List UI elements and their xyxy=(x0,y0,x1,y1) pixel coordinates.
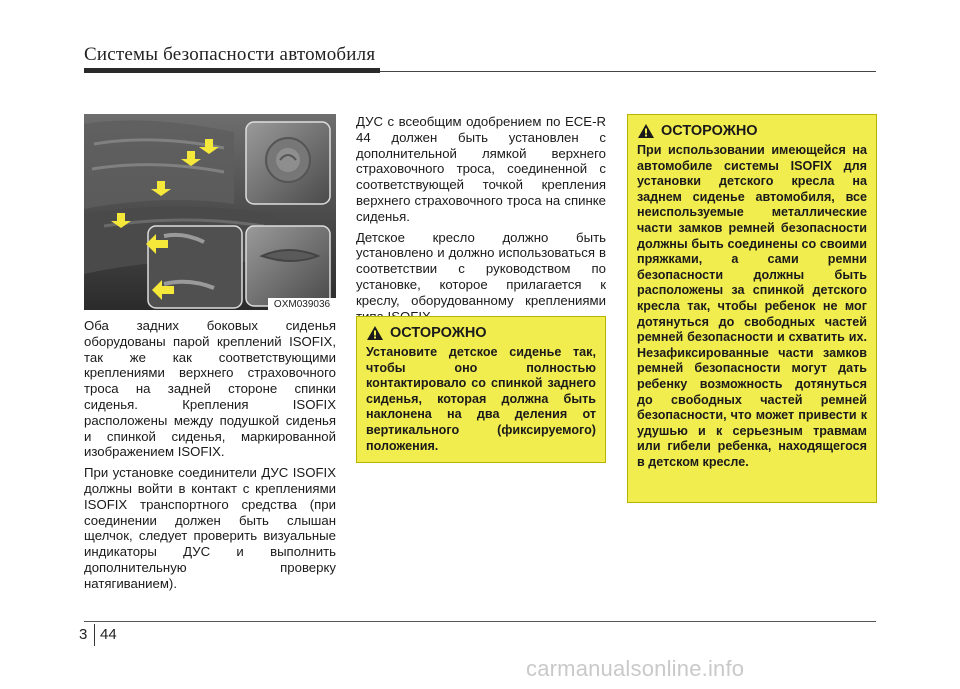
warning-box-seat-contact xyxy=(356,316,606,463)
warning-heading xyxy=(637,123,867,139)
page-number-separator xyxy=(94,624,95,646)
page-chapter-number: 3 xyxy=(79,626,88,643)
figure-caption: OXM039036 xyxy=(268,298,336,311)
body-column-middle xyxy=(356,114,606,329)
warning-body xyxy=(637,143,867,470)
header-bar-thick xyxy=(84,68,380,73)
page-number: 44 xyxy=(100,626,117,643)
warning-title: ОСТОРОЖНО xyxy=(390,325,487,341)
watermark: carmanualsonline.info xyxy=(526,656,745,681)
header-bar-thin xyxy=(380,71,876,72)
warning-triangle-icon xyxy=(637,123,655,139)
footer-line xyxy=(84,621,876,622)
body-paragraph: Оба задних боковых сиденья оборудованы парой креплений ISOFIX, так же как соответствующими креплениями верхнего страховочного троса на задней стороне спинки сиденья. Крепления ISOFIX расположены между подушкой сиденья и спинкой сиденья, маркированной изображением ISOFIX. xyxy=(84,318,336,460)
page-header-title: Системы безопасности автомобиля xyxy=(84,44,376,65)
warning-triangle-icon xyxy=(366,325,384,341)
body-column-left xyxy=(84,318,336,597)
body-paragraph: ДУС с всеобщим одобрением по ECE-R 44 должен быть установлен с дополнительной лямкой верхнего страховочного троса, соединенной с соответствующей точкой крепления верхнего страховочного троса на спинке сиденья. xyxy=(356,114,606,224)
body-paragraph: Детское кресло должно быть установлено и должно использоваться в соответствии с руководством по установке, которое прилагается к креслу, оборудованному креплениями xyxy=(356,229,606,308)
warning-heading xyxy=(366,325,596,341)
body-paragraph: При установке соединители ДУС ISOFIX должны войти в контакт с креплениями ISOFIX транспортного средства (при соединении должен быть слышан щелчок, следует проверить визуальные индикаторы ДУС и выполнить дополнительную проверку натягиванием). xyxy=(84,465,336,591)
warning-text: Установите детское сиденье так, чтобы оно полностью контактировало со спинкой заднего сиденья, которая должна быть наклонена на два деления от вертикального (фиксируемого) положения. xyxy=(366,345,596,453)
isofix-seat-figure xyxy=(84,114,336,310)
warning-text: При использовании имеющейся на автомобиле системы ISOFIX для установки детского кресла на заднем сиденье автомобиля, все неиспользуемые металлические части замков ремней безопасности должны быть соединены со своими пряжками, а сами ремни безопасности должны быть расположены за спинкой детского кресла так, чтобы ребенок не мог дотянуться до свободных частей ремней безопасности и схватить их. Незафиксированные части замков ремней безопасности могут дать ребенку возможность дотянуться до свободных частей ремней безопасности, что может привести к удушью и к серьезным травмам или гибели ребенка, находящегося в детском кресле. xyxy=(637,143,867,469)
warning-title: ОСТОРОЖНО xyxy=(661,123,758,139)
warning-box-isofix-belts xyxy=(627,114,877,503)
warning-body xyxy=(366,345,596,454)
